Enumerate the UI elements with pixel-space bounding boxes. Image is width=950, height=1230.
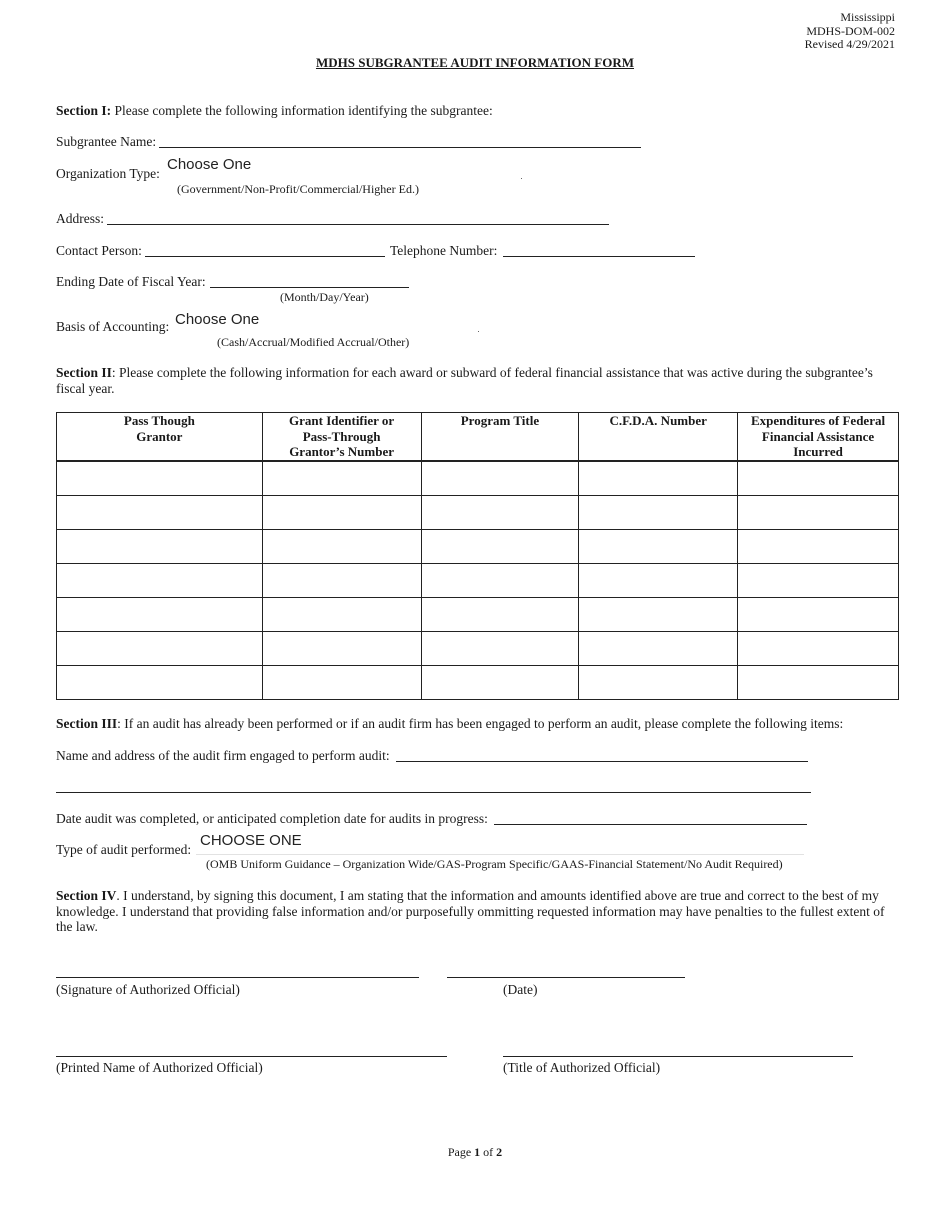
table-cell[interactable] — [421, 632, 579, 666]
date-label: (Date) — [503, 982, 538, 997]
printed-name-label: (Printed Name of Authorized Official) — [56, 1060, 263, 1075]
date-field[interactable] — [447, 977, 685, 978]
basis-accounting-dropdown[interactable]: Choose One — [175, 311, 260, 328]
telephone-field[interactable] — [503, 256, 695, 257]
audit-date-field[interactable] — [494, 824, 807, 825]
table-cell[interactable] — [579, 598, 738, 632]
table-cell[interactable] — [421, 666, 579, 700]
signature-field[interactable] — [56, 977, 419, 978]
table-cell[interactable] — [57, 530, 263, 564]
section-4-heading: Section IV — [56, 888, 117, 903]
org-type-hint: (Government/Non-Profit/Commercial/Higher Ed.) — [177, 182, 419, 196]
section-1-text: Please complete the following information identifying the subgrantee: — [111, 103, 493, 118]
table-cell[interactable] — [262, 530, 421, 564]
header-state: Mississippi — [840, 10, 895, 24]
basis-accounting-hint: (Cash/Accrual/Modified Accrual/Other) — [217, 335, 410, 349]
table-cell[interactable] — [262, 496, 421, 530]
section-3-heading: Section III — [56, 716, 118, 731]
official-title-label: (Title of Authorized Official) — [503, 1060, 661, 1075]
contact-person-field[interactable] — [145, 256, 385, 257]
audit-firm-field-line-2[interactable] — [56, 792, 811, 793]
col-header-grant-identifier: Grant Identifier or Pass-Through Grantor’s Number — [262, 413, 421, 462]
table-row — [57, 564, 899, 598]
fiscal-year-hint: (Month/Day/Year) — [280, 290, 369, 304]
table-cell[interactable] — [262, 598, 421, 632]
form-header — [805, 11, 895, 52]
table-cell[interactable] — [57, 598, 263, 632]
address-field[interactable] — [107, 224, 609, 225]
table-cell[interactable] — [579, 666, 738, 700]
table-cell[interactable] — [579, 632, 738, 666]
audit-type-hint: (OMB Uniform Guidance – Organization Wide/GAS-Program Specific/GAAS-Financial Statement/No Audit Required) — [206, 857, 783, 871]
page-number: Page 1 of 2 — [447, 1145, 503, 1159]
audit-type-dropdown[interactable]: CHOOSE ONE — [200, 832, 302, 849]
header-revised: Revised 4/29/2021 — [804, 37, 895, 51]
table-row — [57, 461, 899, 496]
telephone-label: Telephone Number: — [390, 243, 498, 258]
table-cell[interactable] — [57, 461, 263, 496]
subgrantee-name-field[interactable] — [159, 147, 641, 148]
section-2-intro — [56, 365, 899, 396]
table-row — [57, 666, 899, 700]
audit-type-dropdown-underline — [196, 854, 804, 855]
section-3-text: : If an audit has already been performed or if an audit firm has been engaged to perform an audit, please complete the following items: — [117, 716, 844, 731]
col-header-expenditures: Expenditures of Federal Financial Assistance Incurred — [738, 413, 899, 462]
section-2-heading: Section II — [56, 365, 112, 380]
table-cell[interactable] — [579, 461, 738, 496]
table-cell[interactable] — [421, 461, 579, 496]
address-label: Address: — [56, 211, 104, 226]
contact-person-label: Contact Person: — [56, 243, 142, 258]
table-cell[interactable] — [579, 564, 738, 598]
table-cell[interactable] — [421, 598, 579, 632]
org-type-dropdown[interactable]: Choose One — [167, 156, 252, 173]
col-header-program-title: Program Title — [421, 413, 579, 462]
table-cell[interactable] — [738, 564, 899, 598]
table-cell[interactable] — [738, 666, 899, 700]
table-cell[interactable] — [738, 496, 899, 530]
audit-firm-label: Name and address of the audit firm engaged to perform audit: — [56, 748, 390, 763]
subgrantee-name-label: Subgrantee Name: — [56, 134, 157, 149]
audit-type-label: Type of audit performed: — [56, 842, 192, 857]
printed-name-field[interactable] — [56, 1056, 447, 1057]
table-cell[interactable] — [57, 496, 263, 530]
header-form-number: MDHS-DOM-002 — [806, 23, 895, 38]
table-header-row — [57, 413, 899, 462]
federal-awards-table — [56, 412, 899, 700]
col-header-cfda-number: C.F.D.A. Number — [579, 413, 738, 462]
table-cell[interactable] — [57, 564, 263, 598]
table-row — [57, 530, 899, 564]
table-cell[interactable] — [421, 496, 579, 530]
fiscal-year-field[interactable] — [210, 287, 409, 288]
table-cell[interactable] — [738, 598, 899, 632]
fiscal-year-label: Ending Date of Fiscal Year: — [56, 274, 206, 289]
audit-date-label: Date audit was completed, or anticipated completion date for audits in progress: — [56, 811, 488, 826]
section-3-intro — [56, 716, 899, 732]
table-cell[interactable] — [579, 496, 738, 530]
org-type-label: Organization Type: — [56, 166, 160, 181]
basis-accounting-dropdown-end — [478, 331, 479, 332]
table-cell[interactable] — [579, 530, 738, 564]
table-row — [57, 496, 899, 530]
signature-label: (Signature of Authorized Official) — [56, 982, 240, 997]
table-cell[interactable] — [262, 632, 421, 666]
table-cell[interactable] — [738, 461, 899, 496]
org-type-dropdown-end — [521, 178, 522, 179]
table-row — [57, 632, 899, 666]
table-cell[interactable] — [262, 461, 421, 496]
table-cell[interactable] — [57, 666, 263, 700]
section-1-heading: Section I: — [56, 103, 112, 118]
section-4-text: . I understand, by signing this document, I am stating that the information and amounts identified above are true and correct to the best of my knowledge. I understand that providing false information and/or purposefully ommitting requested information may have penalties to the fullest extent of the law. — [56, 888, 885, 934]
form-title: MDHS SUBGRANTEE AUDIT INFORMATION FORM — [315, 55, 635, 70]
table-cell[interactable] — [57, 632, 263, 666]
table-cell[interactable] — [421, 564, 579, 598]
table-row — [57, 598, 899, 632]
section-1-intro — [56, 103, 493, 119]
section-2-text: : Please complete the following information for each award or subward of federal financial assistance that was active during the subgrantee’s fiscal year. — [56, 365, 873, 396]
table-cell[interactable] — [262, 564, 421, 598]
basis-accounting-label: Basis of Accounting: — [56, 319, 170, 334]
table-cell[interactable] — [262, 666, 421, 700]
table-cell[interactable] — [738, 530, 899, 564]
audit-firm-field[interactable] — [396, 761, 808, 762]
col-header-pass-through-grantor: Pass Though Grantor — [57, 413, 263, 462]
official-title-field[interactable] — [503, 1056, 853, 1057]
section-4-statement — [56, 888, 899, 935]
table-cell[interactable] — [738, 632, 899, 666]
table-cell[interactable] — [421, 530, 579, 564]
